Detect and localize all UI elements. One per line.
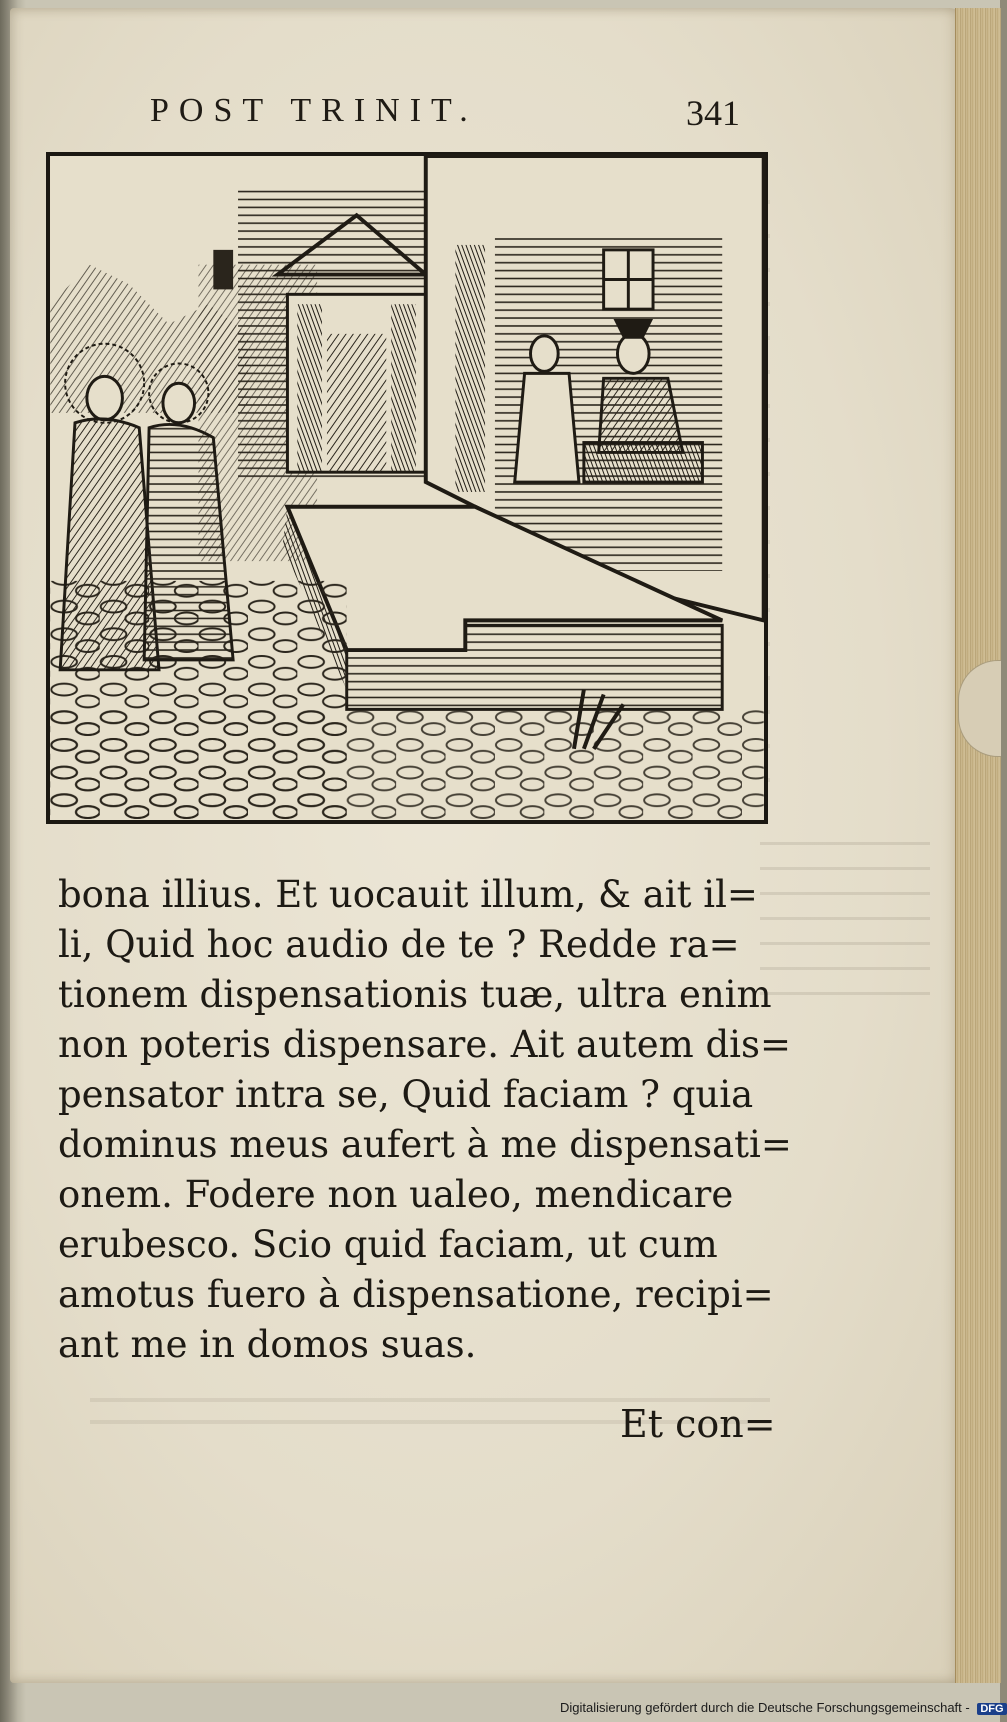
text-line: li, Quid hoc audio de te ? Redde ra= <box>58 923 740 966</box>
body-text <box>58 870 792 1370</box>
woodcut-illustration-steward-parable-icon <box>50 156 764 820</box>
digitization-credit <box>560 1700 1007 1715</box>
text-line: bona illius. Et uocauit illum, & ait il= <box>58 873 758 916</box>
text-line: ant me in domos suas. <box>58 1323 477 1366</box>
text-line: onem. Fodere non ualeo, mendicare <box>58 1173 734 1216</box>
credit-text: Digitalisierung gefördert durch die Deutsche Forschungsgemeinschaft - <box>560 1700 970 1715</box>
running-title: POST TRINIT. <box>150 92 478 129</box>
woodcut-illustration <box>46 152 768 824</box>
page-edges <box>955 8 1001 1683</box>
show-through-decoration-lower <box>760 820 930 1000</box>
text-line: tionem dispensationis tuæ, ultra enim <box>58 973 772 1016</box>
catchword: Et con= <box>620 1402 776 1446</box>
text-line: pensator intra se, Quid faciam ? quia <box>58 1073 754 1116</box>
text-line: erubesco. Scio quid faciam, ut cum <box>58 1223 718 1266</box>
dfg-logo-icon: DFG <box>977 1703 1006 1715</box>
text-line: amotus fuero à dispensatione, recipi= <box>58 1273 774 1316</box>
page-number: 341 <box>686 93 740 133</box>
running-head <box>150 92 740 132</box>
text-line: dominus meus aufert à me dispensati= <box>58 1123 792 1166</box>
text-line: non poteris dispensare. Ait autem dis= <box>58 1023 791 1066</box>
